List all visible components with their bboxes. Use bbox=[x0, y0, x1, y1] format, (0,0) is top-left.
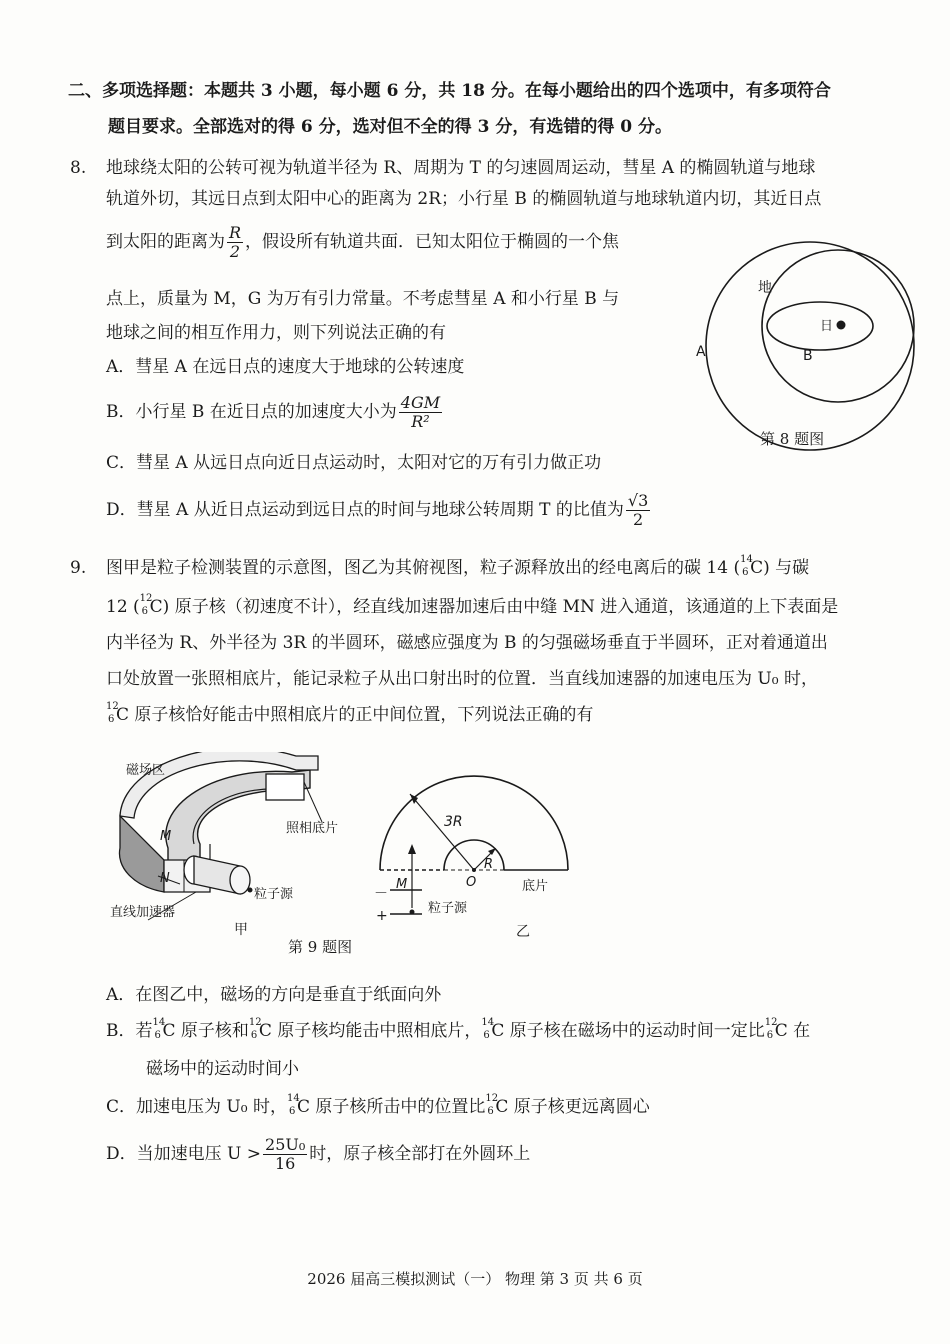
q8-frac-4gm: $\frac{4GM}{\text{R²}}$ bbox=[400, 393, 441, 431]
center-o-dot bbox=[472, 868, 476, 872]
q8-line4: 点上，质量为 M，G 为万有引力常量。不考虑彗星 A 和小行星 B 与 bbox=[106, 289, 620, 309]
q9-line4: 口处放置一张照相底片，能记录粒子从出口射出时的位置．当直线加速器的加速电压为 U₀ 时， bbox=[106, 669, 818, 689]
label-sun: 日 bbox=[820, 319, 834, 334]
accelerator-end-cap bbox=[230, 866, 250, 894]
label-film-yi: 底片 bbox=[522, 879, 549, 894]
q8-option-d: D．彗星 A 从近日点运动到远日点的时间与地球公转周期 T 的比值为 $\frac{√3}{2}$ bbox=[106, 491, 649, 529]
label-field-region: 磁场区 bbox=[126, 763, 166, 778]
comet-a-orbit bbox=[706, 242, 914, 450]
q9-option-a: A．在图乙中，磁场的方向是垂直于纸面向外 bbox=[106, 985, 442, 1005]
label-jia: 甲 bbox=[234, 922, 248, 938]
q9-line3: 内半径为 R、外半径为 3R 的半圆环，磁感应强度为 B 的匀强磁场垂直于半圆环，正对着通道出 bbox=[106, 633, 828, 653]
q8-figure-caption: 第 8 题图 bbox=[760, 430, 825, 448]
q8-line2: 轨道外切，其远日点到太阳中心的距离为 2R；小行星 B 的椭圆轨道与地球轨道内切，其近日点 bbox=[106, 189, 822, 209]
q8-line1: 地球绕太阳的公转可视为轨道半径为 R、周期为 T 的匀速圆周运动，彗星 A 的椭圆轨道与地球 bbox=[106, 158, 816, 178]
q8-orbit-figure bbox=[690, 238, 930, 458]
label-r: R bbox=[484, 857, 494, 872]
channel-outer-wall bbox=[119, 816, 164, 892]
q9-frac-25u0-over-16: $\frac{\text{25U₀}}{16}$ bbox=[265, 1135, 306, 1173]
q9-option-b: B．若 14 6 C 原子核和 12 6 C 原子核均能击中照相底片， 14 6 C 原子核在磁场中的运动时间一定比 12 6 C 在 bbox=[106, 1017, 811, 1041]
q9-figure-jia bbox=[100, 752, 380, 942]
q8-number: 8. bbox=[70, 158, 87, 178]
q9-line2: 12 ( 12 6 C) 原子核（初速度不计），经直线加速器加速后由中缝 MN 进入通道，该通道的上下表面是 bbox=[106, 593, 839, 617]
label-plus: + bbox=[376, 908, 388, 924]
label-a: A bbox=[696, 344, 706, 360]
q8-line5: 地球之间的相互作用力，则下列说法正确的有 bbox=[106, 323, 446, 343]
q9-line1: 图甲是粒子检测装置的示意图，图乙为其俯视图，粒子源释放出的经电离后的碳 14 ( 14 6 C) 与碳 bbox=[106, 554, 810, 578]
film-leader bbox=[304, 782, 322, 822]
q8-frac-sqrt3-over-2: $\frac{√3}{2}$ bbox=[627, 491, 649, 529]
label-b: B bbox=[803, 348, 813, 364]
q9-option-d: D．当加速电压 U > $\frac{\text{25U₀}}{16}$ 时，原子核全部打在外圆环上 bbox=[106, 1135, 531, 1173]
q8-line3: 到太阳的距离为 $\frac{R}{2}$ ，假设所有轨道共面．已知太阳位于椭圆的一个焦 bbox=[106, 223, 620, 261]
q8-option-c: C．彗星 A 从远日点向近日点运动时，太阳对它的万有引力做正功 bbox=[106, 453, 602, 473]
q9-figure-yi bbox=[370, 752, 590, 942]
q8-frac-r-over-2: $\frac{R}{2}$ bbox=[229, 223, 242, 261]
q9-option-b-line2: 磁场中的运动时间小 bbox=[146, 1059, 299, 1079]
photo-film-plate bbox=[266, 774, 304, 800]
radius-3r-line bbox=[410, 794, 474, 870]
label-n: N bbox=[160, 871, 170, 886]
label-m-yi: M bbox=[396, 877, 408, 892]
label-3r: 3R bbox=[444, 814, 463, 830]
page-footer: 2026 届高三模拟测试（一） 物理 第 3 页 共 6 页 bbox=[307, 1270, 643, 1288]
section-heading-line1: 二、多项选择题：本题共 3 小题，每小题 6 分，共 18 分。在每小题给出的四个选项中，有多项符合 bbox=[68, 81, 831, 101]
label-earth: 地 bbox=[758, 280, 772, 296]
q8-option-a: A．彗星 A 在远日点的速度大于地球的公转速度 bbox=[106, 357, 465, 377]
sun-dot bbox=[837, 321, 846, 330]
q9-figure-caption: 第 9 题图 bbox=[288, 938, 353, 956]
label-minus: － bbox=[374, 886, 388, 902]
label-particle-source: 粒子源 bbox=[254, 887, 294, 902]
q9-option-c: C．加速电压为 U₀ 时， 14 6 C 原子核所击中的位置比 12 6 C 原子核更远离圆心 bbox=[106, 1093, 650, 1117]
q8-option-b: B．小行星 B 在近日点的加速度大小为 $\frac{4GM}{\text{R²}}$ bbox=[106, 393, 441, 431]
particle-source-dot bbox=[248, 888, 253, 893]
label-yi: 乙 bbox=[516, 924, 530, 940]
label-linear-accelerator: 直线加速器 bbox=[110, 905, 176, 920]
q9-number: 9. bbox=[70, 558, 87, 578]
outer-semicircle bbox=[380, 776, 568, 870]
label-o: O bbox=[466, 875, 477, 890]
q9-line5: 12 6 C 原子核恰好能击中照相底片的正中间位置，下列说法正确的有 bbox=[106, 701, 594, 725]
label-m: M bbox=[160, 829, 172, 844]
label-source-yi: 粒子源 bbox=[428, 901, 468, 916]
label-photo-film: 照相底片 bbox=[286, 821, 339, 836]
section-heading-line2: 题目要求。全部选对的得 6 分，选对但不全的得 3 分，有选错的得 0 分。 bbox=[108, 117, 672, 137]
